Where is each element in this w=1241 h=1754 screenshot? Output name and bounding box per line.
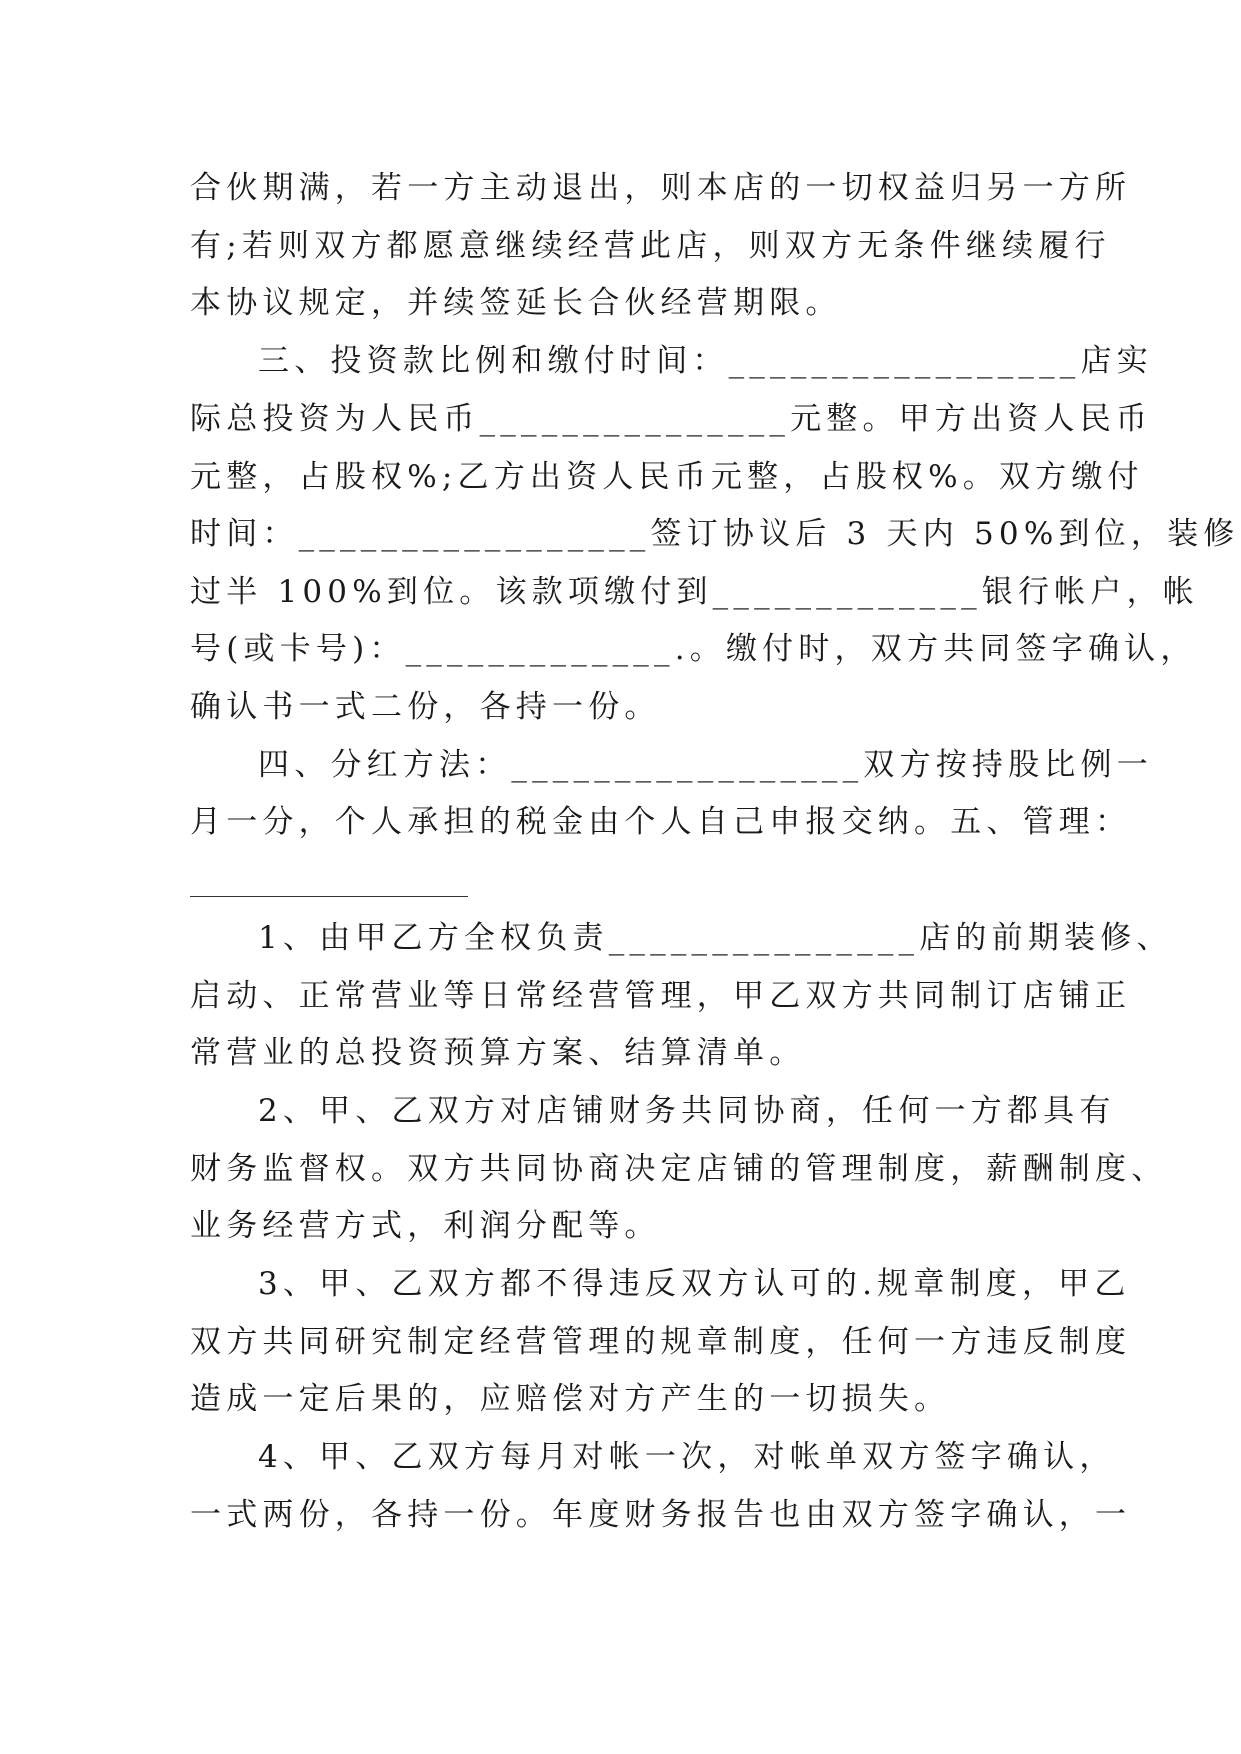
- text-line: 时间：_________________签订协议后 3 天内 50%到位，装修: [190, 516, 1240, 552]
- text-line: 月一分，个人承担的税金由个人自己申报交纳。五、管理：: [190, 804, 1132, 840]
- text-line: 号(或卡号)：_____________.。缴付时，双方共同签字确认，: [190, 631, 1197, 667]
- text-line: 确认书一式二份，各持一份。: [190, 689, 661, 725]
- clause-2: 2、甲、乙双方对店铺财务共同协商，任何一方都具有: [258, 1093, 1116, 1129]
- text-line: 双方共同研究制定经营管理的规章制度，任何一方违反制度: [190, 1324, 1132, 1360]
- text-line: 合伙期满，若一方主动退出，则本店的一切权益归另一方所: [190, 170, 1132, 206]
- text-line: 造成一定后果的，应赔偿对方产生的一切损失。: [190, 1381, 951, 1417]
- text-line: 本协议规定，并续签延长合伙经营期限。: [190, 285, 842, 321]
- text-line: 一式两份，各持一份。年度财务报告也由双方签字确认，一: [190, 1497, 1132, 1533]
- section-four-heading: 四、分红方法：_________________双方按持股比例一: [258, 747, 1153, 783]
- text-line: 启动、正常营业等日常经营管理，甲乙双方共同制订店铺正: [190, 978, 1132, 1014]
- text-line: 过半 100%到位。该款项缴付到_____________银行帐户，帐: [190, 574, 1199, 610]
- text-line: 财务监督权。双方共同协商决定店铺的管理制度，薪酬制度、: [190, 1151, 1168, 1187]
- text-line: 业务经营方式，利润分配等。: [190, 1208, 661, 1244]
- text-line: 元整，占股权%;乙方出资人民币元整，占股权%。双方缴付: [190, 459, 1144, 495]
- section-three-heading: 三、投资款比例和缴付时间：_________________店实: [258, 343, 1153, 379]
- clause-4: 4、甲、乙双方每月对帐一次，对帐单双方签字确认，: [258, 1439, 1116, 1475]
- clause-3: 3、甲、乙双方都不得违反双方认可的.规章制度，甲乙: [258, 1266, 1131, 1302]
- blank-underline: [190, 896, 468, 897]
- text-line: 际总投资为人民币_______________元整。甲方出资人民币: [190, 401, 1153, 437]
- text-line: 常营业的总投资预算方案、结算清单。: [190, 1035, 806, 1071]
- clause-1: 1、由甲乙方全权负责_______________店的前期装修、: [258, 920, 1173, 956]
- text-line: 有;若则双方都愿意继续经营此店，则双方无条件继续履行: [190, 228, 1111, 264]
